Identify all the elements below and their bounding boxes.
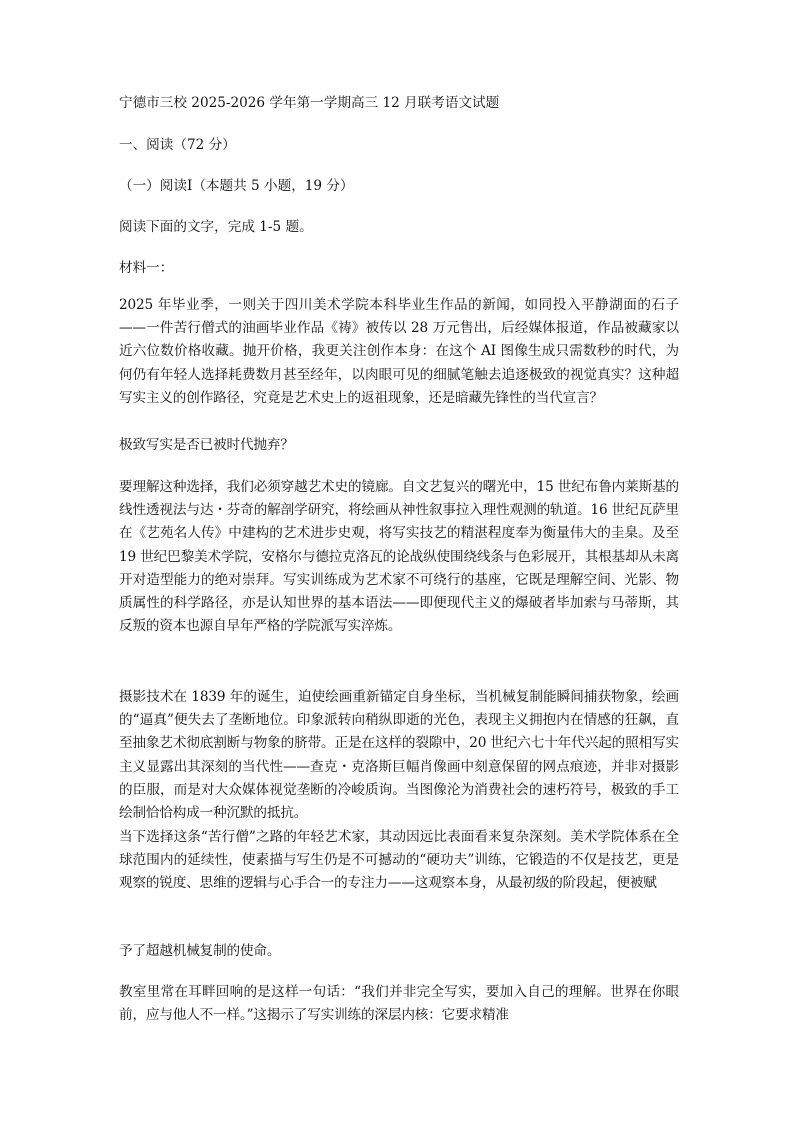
material-label: 材料一： [119, 260, 174, 276]
section-heading: 一、阅读（72 分） [119, 137, 236, 153]
paragraph-3: 要理解这种选择，我们必须穿越艺术史的镜廊。自文艺复兴的曙光中，15 世纪布鲁内莱斯基的线性透视法与达・芬奇的解剖学研究，将绘画从神性叙事拉入理性观测的轨道。16 世纪瓦萨里在《艺苑名人传》中建构的艺术进步史观，将写实技艺的精湛程度奉为衡量伟大的圭臬。及至 19 世纪巴黎美术学院，安格尔与德拉克洛瓦的论战纵使围绕线条与色彩展开，其根基却从未离开对造型能力的绝对崇拜。写实训练成为艺术家不可绕行的基座，它既是理解空间、光影、物质属性的科学路径，亦是认知世界的基本语法——即便现代主义的爆破者毕加索与马蒂斯，其反叛的资本也源自早年严格的学院派写实淬炼。 [119, 479, 679, 635]
paragraph-2: 极致写实是否已被时代抛弃？ [119, 437, 294, 453]
document-title: 宁德市三校 2025-2026 学年第一学期高三 12 月联考语文试题 [119, 95, 500, 111]
paragraph-1: 2025 年毕业季，一则关于四川美术学院本科毕业生作品的新闻，如同投入平静湖面的石子——一件苦行僧式的油画毕业作品《祷》被传以 28 万元售出，后经媒体报道，作品被藏家以近六位数价格收藏。抛开价格，我更关注创作本身：在这个 AI 图像生成只需数秒的时代，为何仍有年轻人选择耗费数月甚至经年，以肉眼可见的细腻笔触去追逐极致的视觉真实？这种超写实主义的创作路径，究竟是艺术史上的返祖现象，还是暗藏先锋性的当代宣言？ [119, 297, 679, 406]
paragraph-6: 予了超越机械复制的使命。 [119, 943, 281, 959]
paragraph-4: 摄影技术在 1839 年的诞生，迫使绘画重新锚定自身坐标，当机械复制能瞬间捕获物象，绘画的“逼真”便失去了垄断地位。印象派转向稍纵即逝的光色，表现主义拥抱内在情感的狂飙，直至抽象艺术彻底割断与物象的脐带。正是在这样的裂隙中，20 世纪六七十年代兴起的照相写实主义显露出其深刻的当代性——查克・克洛斯巨幅肖像画中刻意保留的网点痕迹，并非对摄影的臣服，而是对大众媒体视觉垄断的冷峻质询。当图像沦为消费社会的速朽符号，极致的手工绘制恰恰构成一种沉默的抵抗。 [119, 689, 679, 822]
instruction-text: 阅读下面的文字，完成 1-5 题。 [119, 219, 313, 235]
subsection-heading: （一）阅读Ⅰ（本题共 5 小题，19 分） [119, 178, 354, 194]
paragraph-5: 当下选择这条“苦行僧”之路的年轻艺术家，其动因远比表面看来复杂深刻。美术学院体系在全球范围内的延续性，使素描与写生仍是不可撼动的“硬功夫”训练，它锻造的不仅是技艺，更是观察的锐度、思维的逻辑与心手合一的专注力——这观察本身，从最初级的阶段起，便被赋 [119, 829, 679, 892]
paragraph-7: 教室里常在耳畔回响的是这样一句话：“我们并非完全写实，要加入自己的理解。世界在你眼前，应与他人不一样。”这揭示了写实训练的深层内核：它要求精准 [119, 984, 679, 1024]
